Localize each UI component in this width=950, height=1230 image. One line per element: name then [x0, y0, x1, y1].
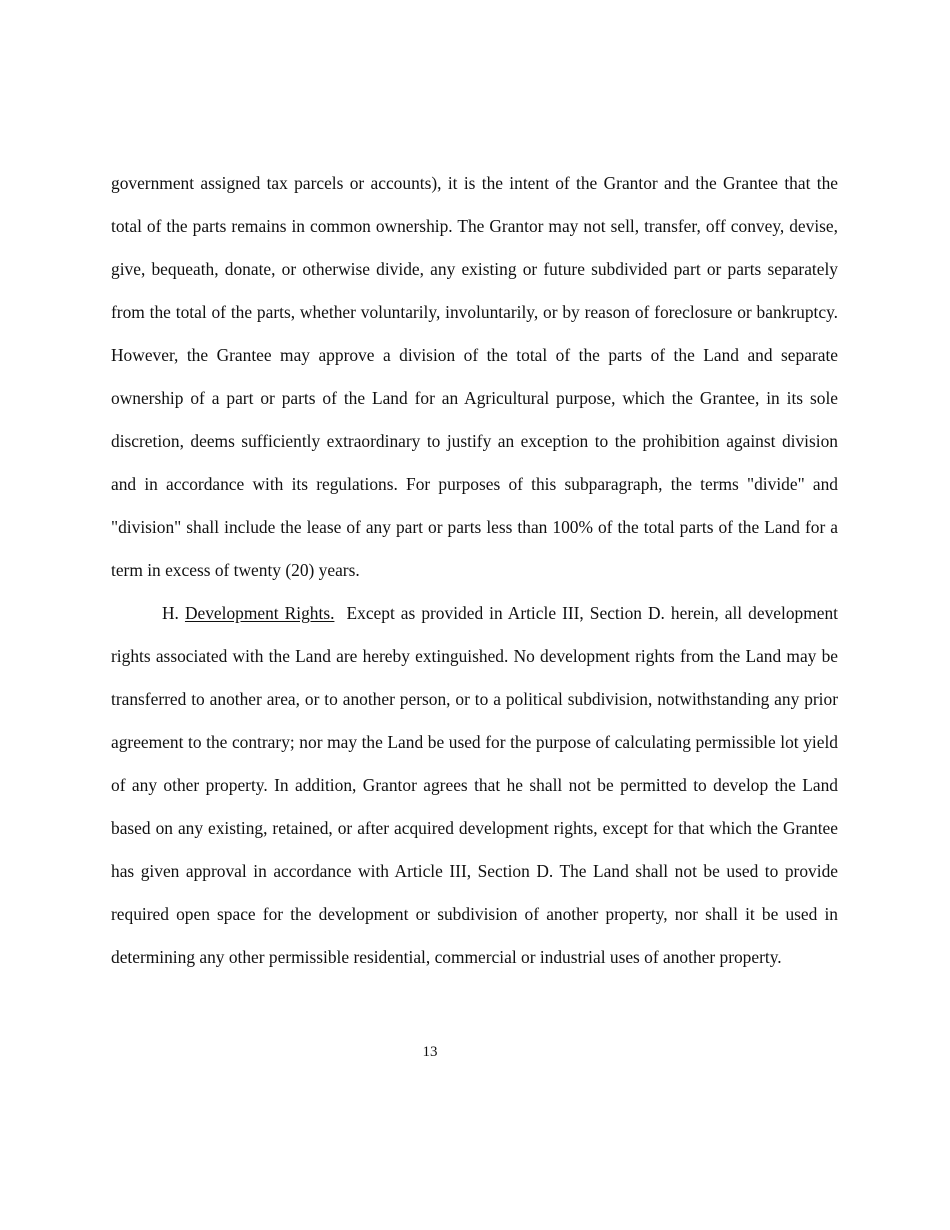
page-number: 13 — [422, 1044, 438, 1060]
section-h-label: H. — [162, 603, 179, 623]
section-h-body: Except as provided in Article III, Section D. herein, all development rights associated with the Land are hereby extinguished. No development rights from the Land may be transferred to another area, or to another person, or to a political subdivision, notwithstanding any prior agreement to the contrary; nor may the Land be used for the purpose of calculating permissible lot yield of any other property. In addition, Grantor agrees that he shall not be permitted to develop the Land based on any existing, retained, or after acquired development rights, except for that which the Grantee has given approval in accordance with Article III, Section D. The Land shall not be used to provide required open space for the development or subdivision of another property, nor shall it be used in determining any other permissible residential, commercial or industrial uses of another property. — [111, 603, 838, 967]
paragraph-continuation: government assigned tax parcels or accounts), it is the intent of the Grantor and the Grantee that the total of the parts remains in common ownership. The Grantor may not sell, transfer, off convey, devise, give, bequeath, donate, or otherwise divide, any existing or future subdivided part or parts separately from the total of the parts, whether voluntarily, involuntarily, or by reason of foreclosure or bankruptcy. However, the Grantee may approve a division of the total of the parts of the Land and separate ownership of a part or parts of the Land for an Agricultural purpose, which the Grantee, in its sole discretion, deems sufficiently extraordinary to justify an exception to the prohibition against division and in accordance with its regulations. For purposes of this subparagraph, the terms "divide" and "division" shall include the lease of any part or parts less than 100% of the total parts of the Land for a term in excess of twenty (20) years. — [111, 173, 838, 580]
document-body — [111, 162, 838, 979]
section-h-heading: Development Rights. — [184, 603, 335, 623]
section-h-paragraph — [111, 592, 838, 979]
